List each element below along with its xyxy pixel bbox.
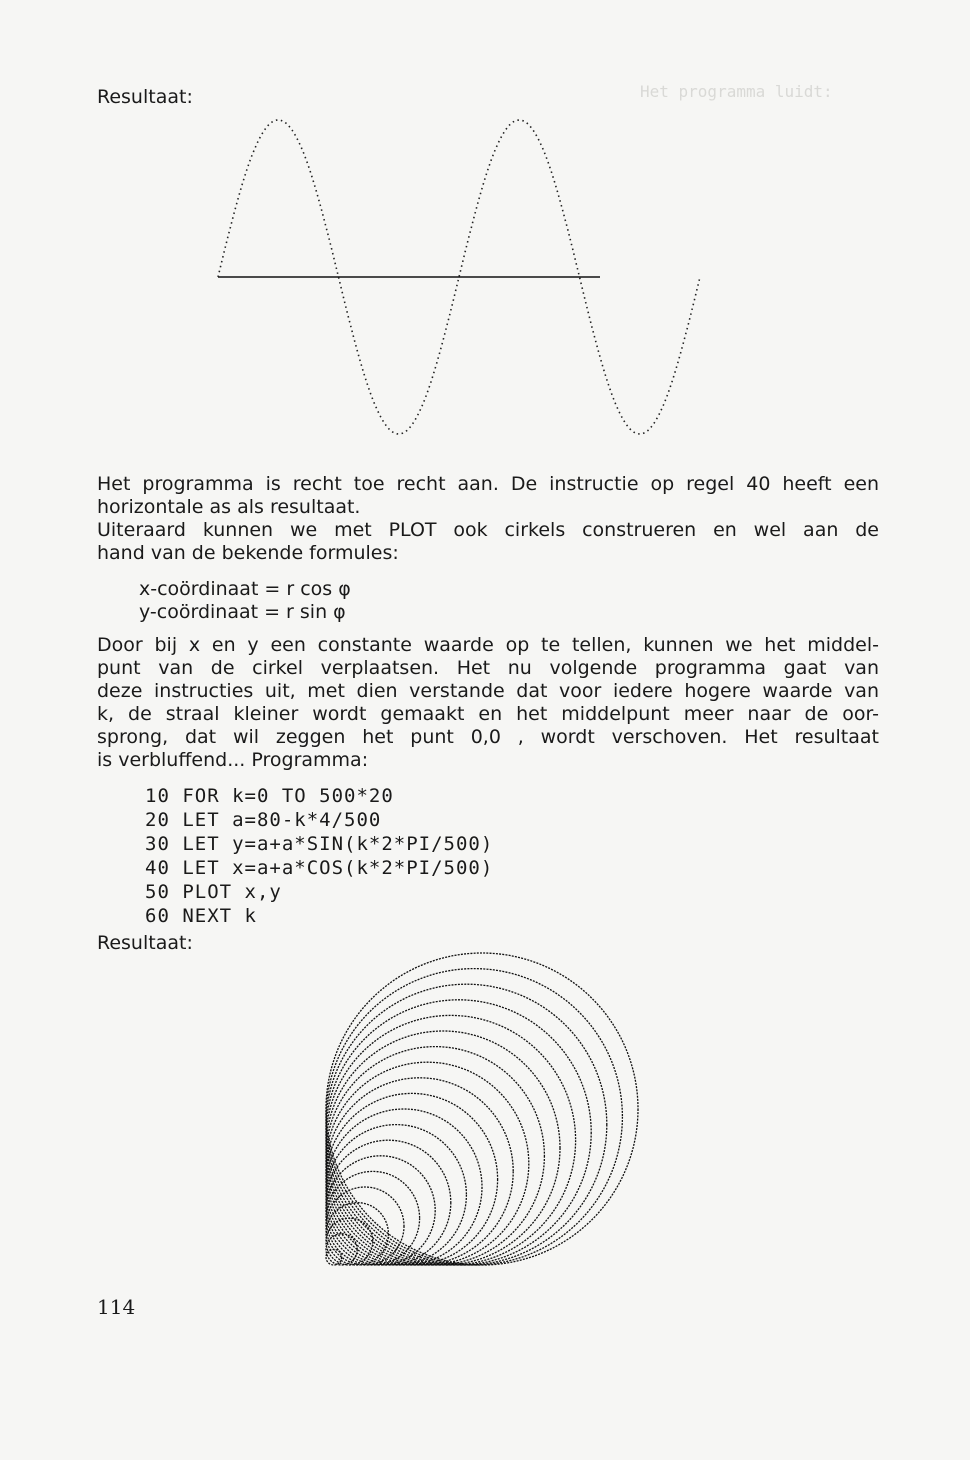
paragraph-3 [97,634,879,772]
program-listing [145,784,493,928]
paragraph-2-line: Uiteraard kunnen we met PLOT ook cirkels construeren en wel aan de [97,519,879,541]
paragraph-3-line: k, de straal kleiner wordt gemaakt en het middelpunt meer naar de oor- [97,703,879,725]
program-line: 40 LET x=a+a*COS(k*2*PI/500) [145,857,494,879]
formula-y: y-coördinaat = r sin φ [139,601,346,623]
program-line: 60 NEXT k [145,905,257,927]
circle-spiral-figure [326,953,638,1265]
spiral-loop [326,969,622,1265]
result-label-circles: Resultaat: [97,932,193,954]
spiral-loop [326,1171,420,1265]
spiral-loop [326,1031,560,1265]
paragraph-1 [97,473,879,519]
program-line: 10 FOR k=0 TO 500*20 [145,785,394,807]
formula-x: x-coördinaat = r cos φ [139,578,351,600]
paragraph-1-line: horizontale as als resultaat. [97,496,361,518]
spiral-loop [326,1015,576,1265]
spiral-loop [326,1000,591,1265]
spiral-loop [326,1093,498,1265]
page-number: 114 [97,1295,136,1319]
paragraph-3-line: Door bij x en y een constante waarde op te tellen, kunnen we het middel- [97,634,879,656]
spiral-loop [326,1062,529,1265]
spiral-loop [326,1140,451,1265]
paragraph-2 [97,519,879,565]
program-line: 50 PLOT x,y [145,881,282,903]
program-line: 30 LET y=a+a*SIN(k*2*PI/500) [145,833,494,855]
spiral-loop [326,953,638,1265]
paragraph-3-line: deze instructies uit, met dien verstande dat voor iedere hogere waarde van [97,680,879,702]
spiral-loop [326,1125,466,1265]
spiral-loop [326,984,607,1265]
paragraph-3-line: punt van de cirkel verplaatsen. Het nu volgende programma gaat van [97,657,879,679]
paragraph-3-line: is verbluffend... Programma: [97,749,369,771]
paragraph-1-line: Het programma is recht toe recht aan. De instructie op regel 40 heeft een [97,473,879,495]
result-label-sine: Resultaat: [97,86,193,108]
program-line: 20 LET a=80-k*4/500 [145,809,382,831]
spiral-loop [326,1078,513,1265]
bleed-through-text: Het programma luidt: [640,82,833,101]
paragraph-2-line: hand van de bekende formules: [97,542,399,564]
paragraph-3-line: sprong, dat wil zeggen het punt 0,0 , wordt verschoven. Het resultaat [97,726,879,748]
spiral-loop [326,1109,482,1265]
